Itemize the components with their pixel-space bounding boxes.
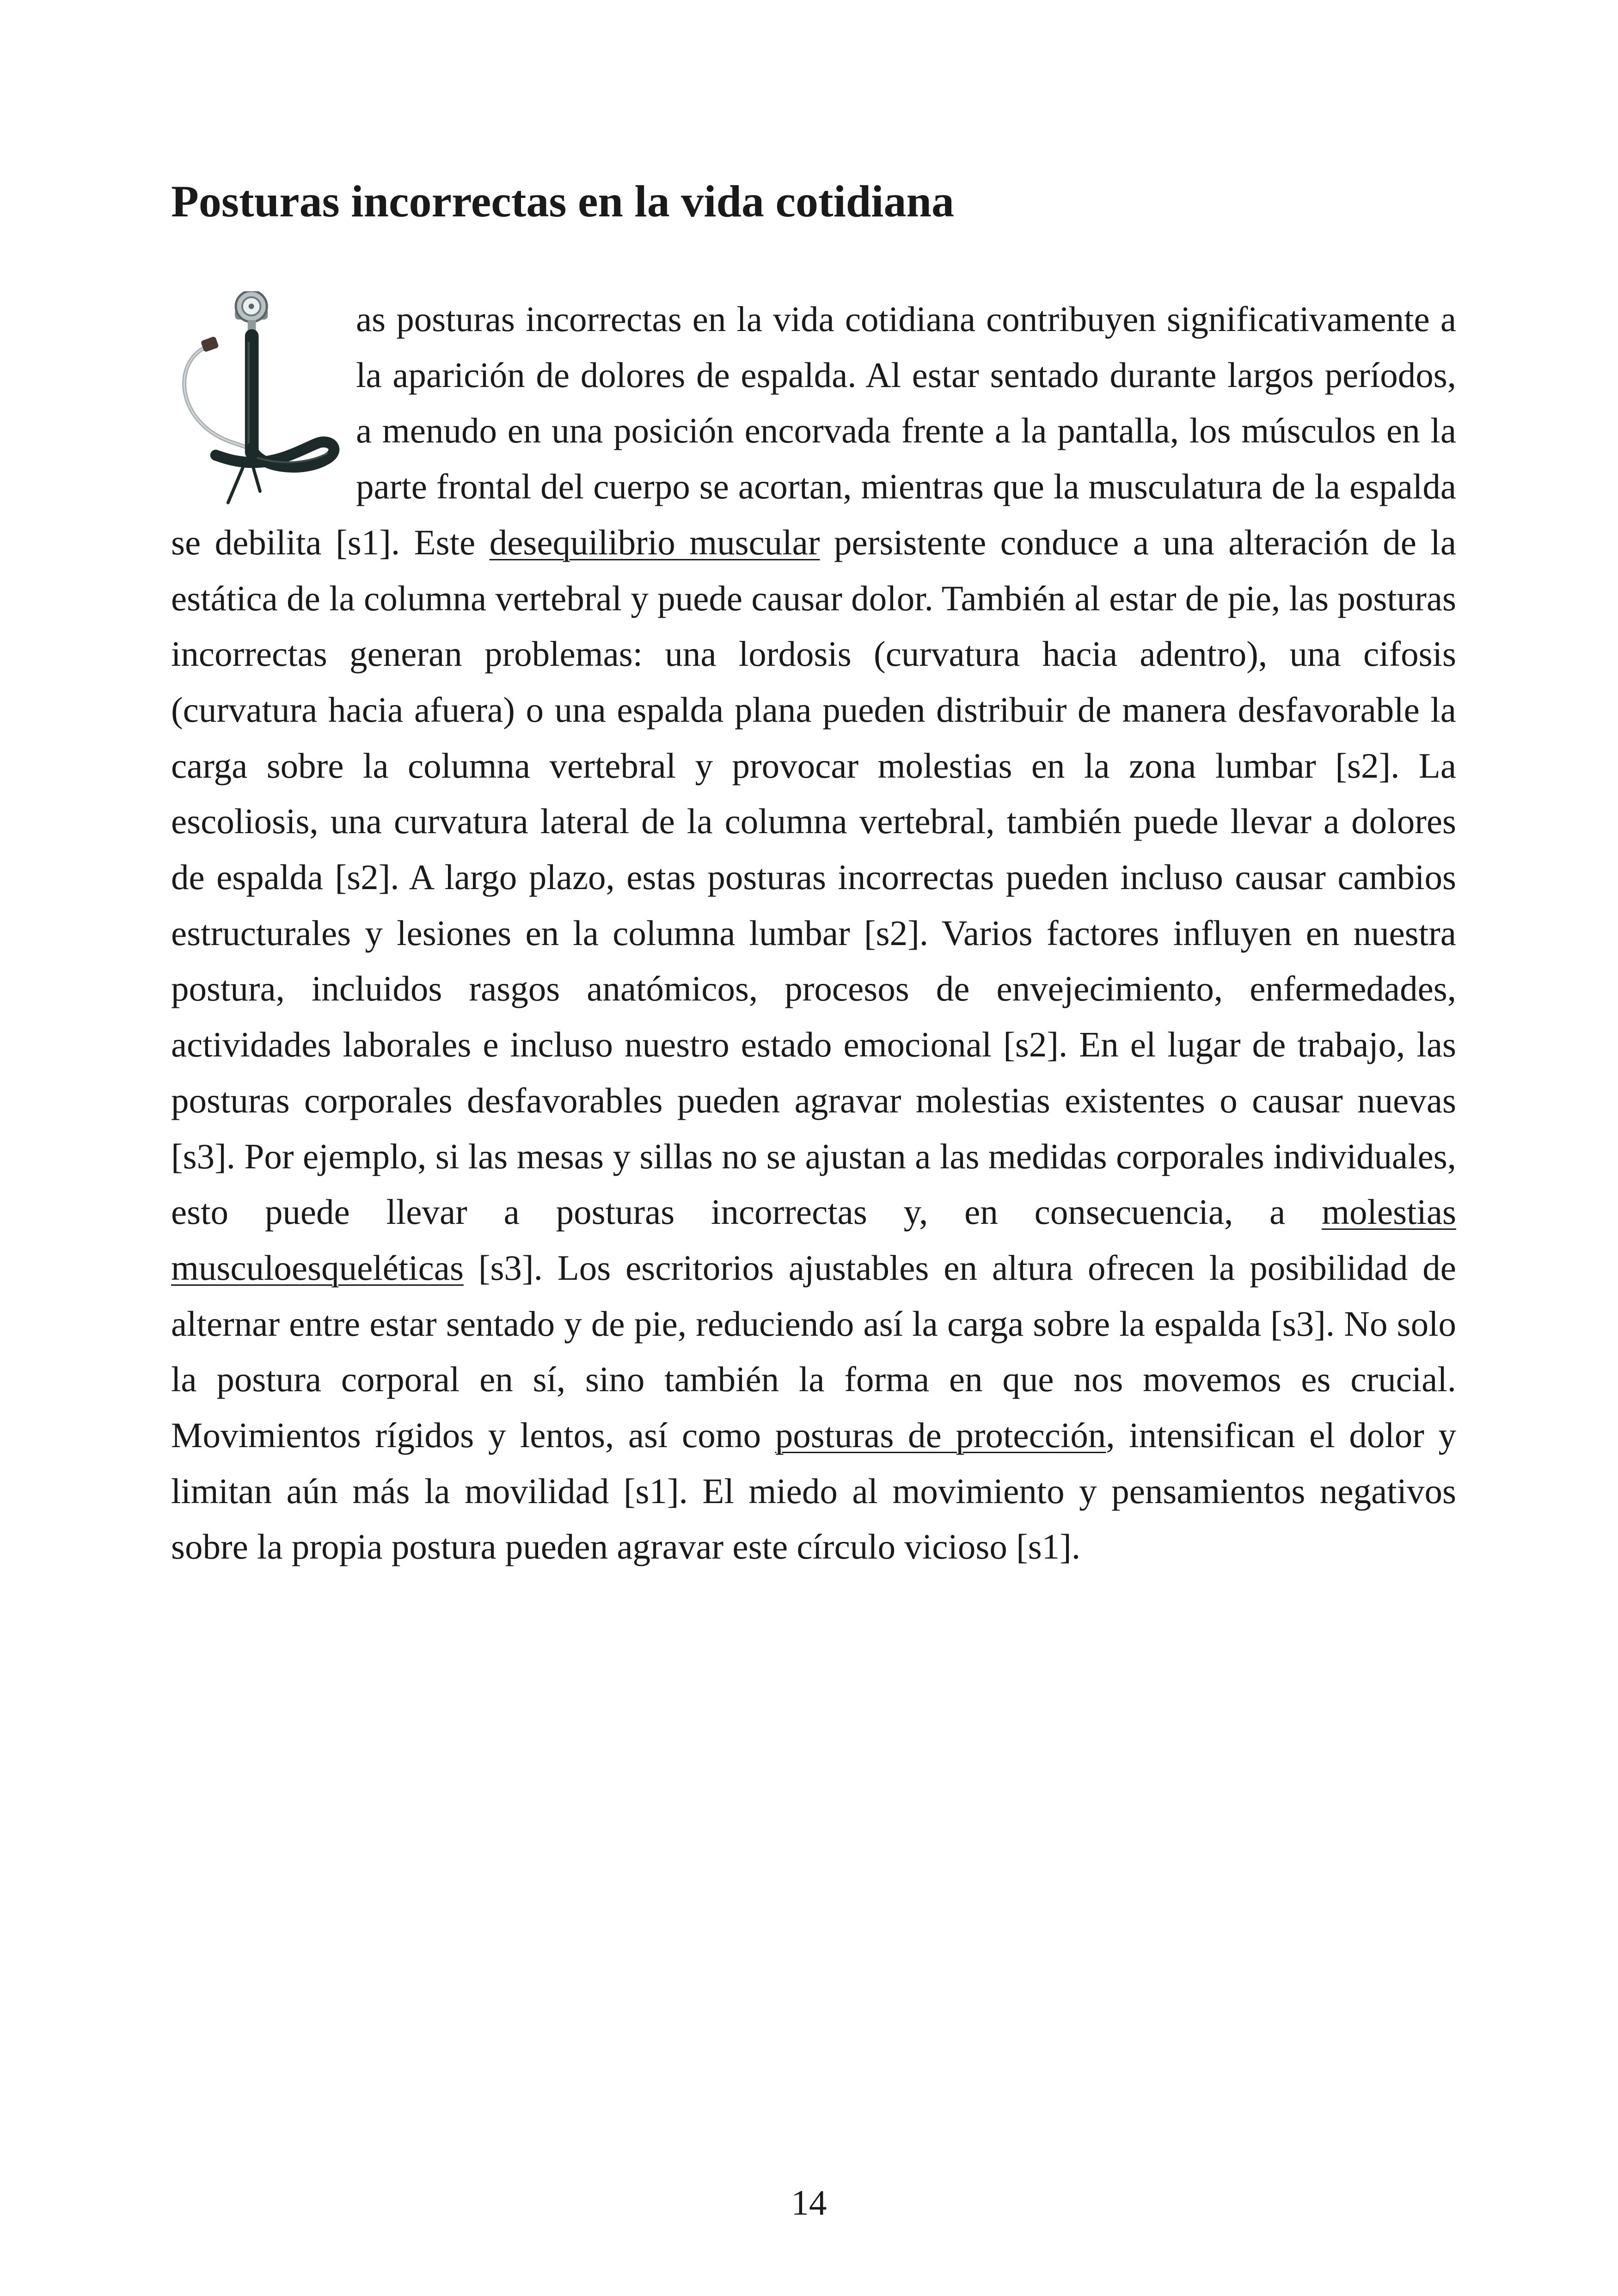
paragraph-text: as posturas incorrectas en la vida cotidiana contribuyen significativamente a la aparición de dolores de espalda. Al estar sentado durante largos períodos, a menudo en una posición encorvada frente a la pantalla, los músculos en la parte frontal del cuerpo se acortan, mientras que la musculatura de la espalda se debilita [s1]. Este [171, 299, 1456, 562]
link-posturas-de-proteccion[interactable]: posturas de protección [775, 1415, 1106, 1455]
body-paragraph [171, 291, 1456, 1575]
paragraph-text: [s3]. Los escritorios ajustables en altura ofrecen la posibilidad de alternar entre estar sentado y de pie, reduciendo así la carga sobre la espalda [s3]. No solo la postura corporal en sí, sino también la forma en que nos movemos es crucial. Movimientos rígidos y lentos, así como [171, 1247, 1456, 1455]
section-heading: Posturas incorrectas en la vida cotidiana [171, 177, 955, 227]
link-molestias-musculoesqueleticas[interactable]: molestias musculoesqueléticas [171, 1192, 1456, 1288]
link-desequilibrio-muscular[interactable]: desequilibrio muscular [489, 522, 820, 562]
paragraph-text: persistente conduce a una alteración de la estática de la columna vertebral y puede causar dolor. También al estar de pie, las posturas incorrectas generan problemas: una lordosis (curvatura hacia adentro), una cifosis (curvatura hacia afuera) o una espalda plana pueden distribuir de manera desfavorable la carga sobre la columna vertebral y provocar molestias en la zona lumbar [s2]. La escoliosis, una curvatura lateral de la columna vertebral, también puede llevar a dolores de espalda [s2]. A largo plazo, estas posturas incorrectas pueden incluso causar cambios estructurales y lesiones en la columna lumbar [s2]. Varios factores influyen en nuestra postura, incluidos rasgos anatómicos, procesos de envejecimiento, enfermedades, actividades laborales e incluso nuestro estado emocional [s2]. En el lugar de trabajo, las posturas corporales desfavorables pueden agravar molestias existentes o causar nuevas [s3]. Por ejemplo, si las mesas y sillas no se ajustan a las medidas corporales individuales, esto puede llevar a posturas incorrectas y, en consecuencia, a [171, 522, 1456, 1232]
page-number: 14 [791, 2183, 827, 2222]
paragraph-text: , intensifican el dolor y limitan aún más la movilidad [s1]. El miedo al movimiento y pensamientos negativos sobre la propia postura pueden agravar este círculo vicioso [s1]. [171, 1415, 1457, 1567]
dropcap-space [171, 291, 356, 511]
